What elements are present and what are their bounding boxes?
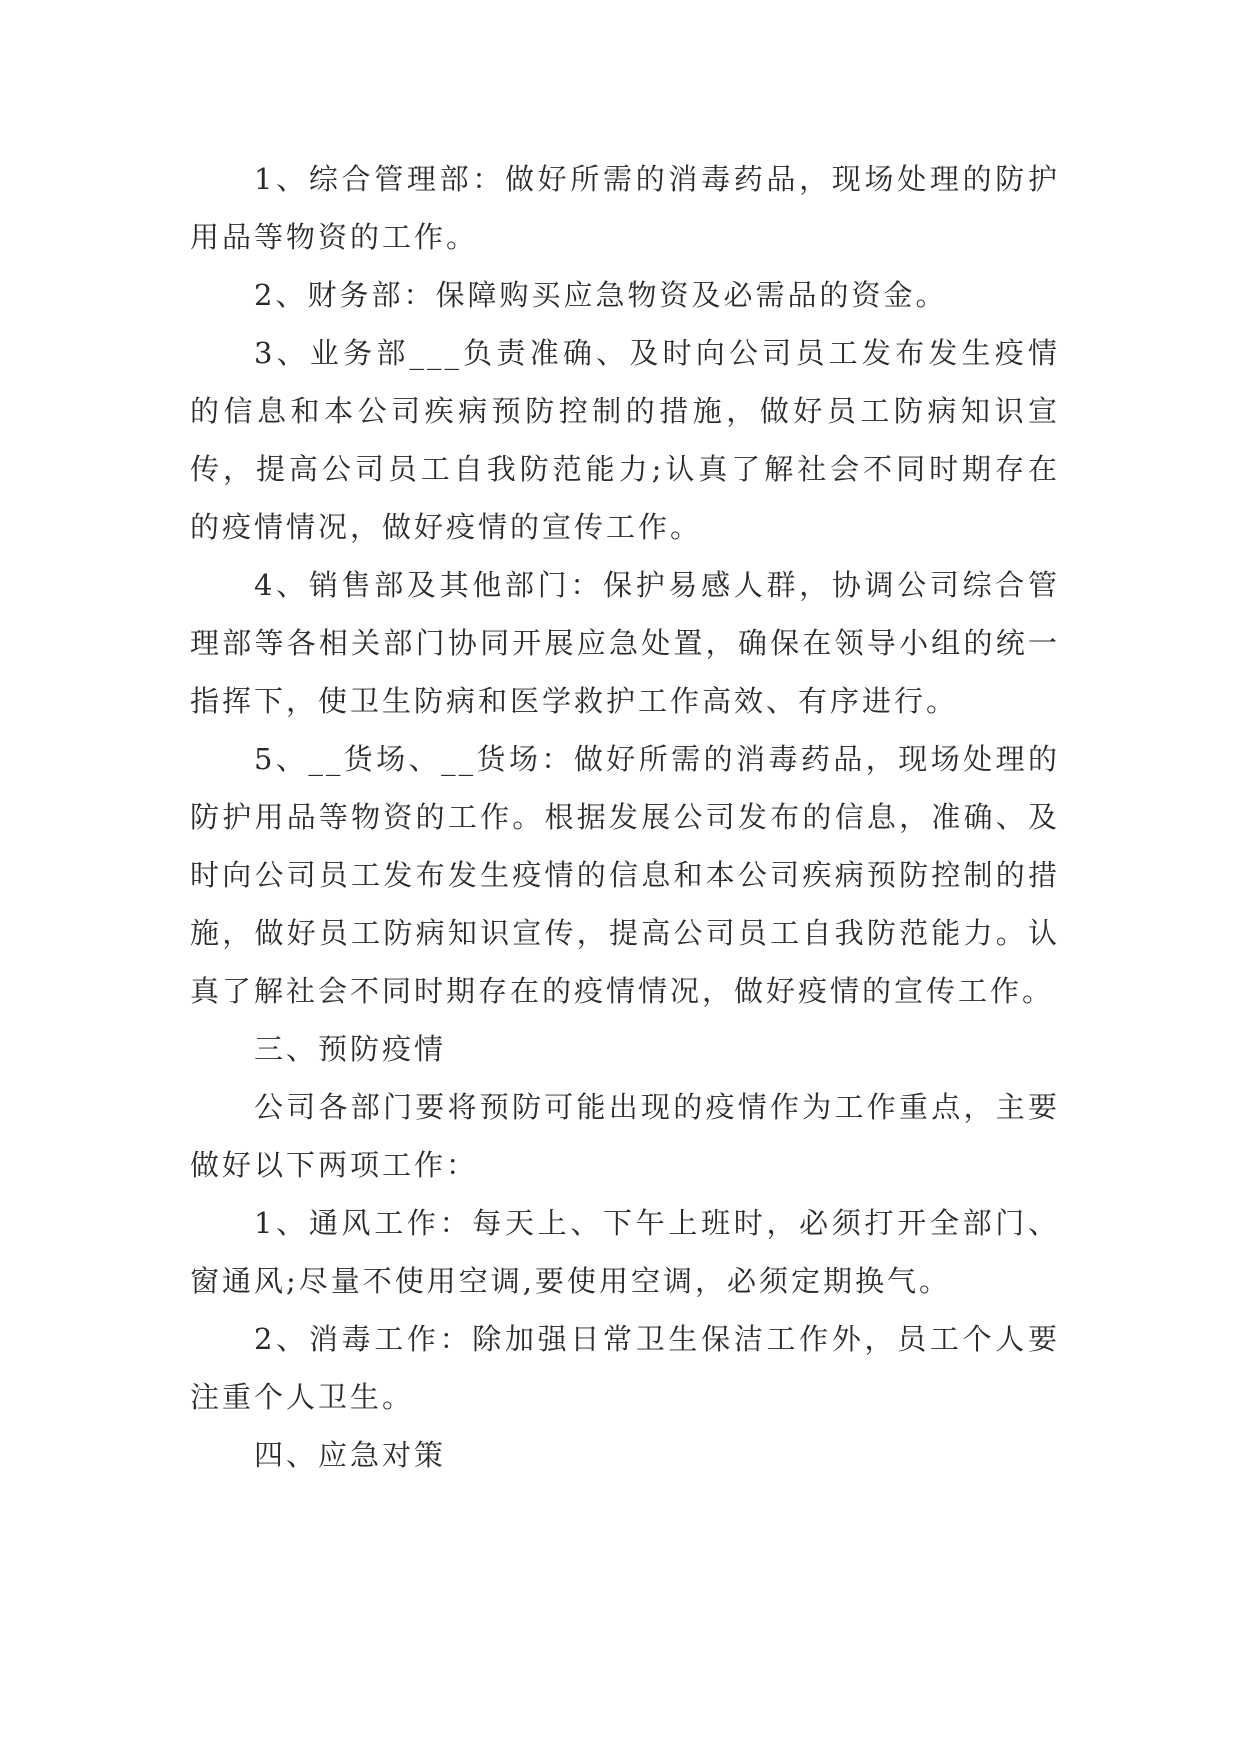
paragraph-dept-sales: 4、销售部及其他部门：保护易感人群，协调公司综合管理部等各相关部门协同开展应急处置，确保在领导小组的统一指挥下，使卫生防病和医学救护工作高效、有序进行。 bbox=[190, 568, 1060, 718]
paragraph-dept-finance: 2、财务部：保障购买应急物资及必需品的资金。 bbox=[254, 278, 948, 312]
document-body bbox=[190, 150, 1060, 1484]
paragraph-ventilation: 1、通风工作：每天上、下午上班时，必须打开全部门、窗通风;尽量不使用空调,要使用空调，必须定期换气。 bbox=[190, 1206, 1060, 1298]
paragraph-prevention-intro: 公司各部门要将预防可能出现的疫情作为工作重点，主要做好以下两项工作： bbox=[190, 1090, 1060, 1182]
section-heading-prevention: 三、预防疫情 bbox=[254, 1032, 447, 1066]
paragraph-freight-yards: 5、__货场、__货场：做好所需的消毒药品，现场处理的防护用品等物资的工作。根据发展公司发布的信息，准确、及时向公司员工发布发生疫情的信息和本公司疾病预防控制的措施，做好员工防病知识宣传，提高公司员工自我防范能力。认真了解社会不同时期存在的疫情情况，做好疫情的宣传工作。 bbox=[190, 742, 1060, 1008]
section-heading-emergency: 四、应急对策 bbox=[254, 1438, 447, 1472]
paragraph-dept-business: 3、业务部___负责准确、及时向公司员工发布发生疫情的信息和本公司疾病预防控制的措施，做好员工防病知识宣传，提高公司员工自我防范能力;认真了解社会不同时期存在的疫情情况，做好疫情的宣传工作。 bbox=[190, 336, 1060, 544]
paragraph-disinfection: 2、消毒工作：除加强日常卫生保洁工作外，员工个人要注重个人卫生。 bbox=[190, 1322, 1060, 1414]
paragraph-dept-general-management: 1、综合管理部：做好所需的消毒药品，现场处理的防护用品等物资的工作。 bbox=[190, 162, 1060, 254]
